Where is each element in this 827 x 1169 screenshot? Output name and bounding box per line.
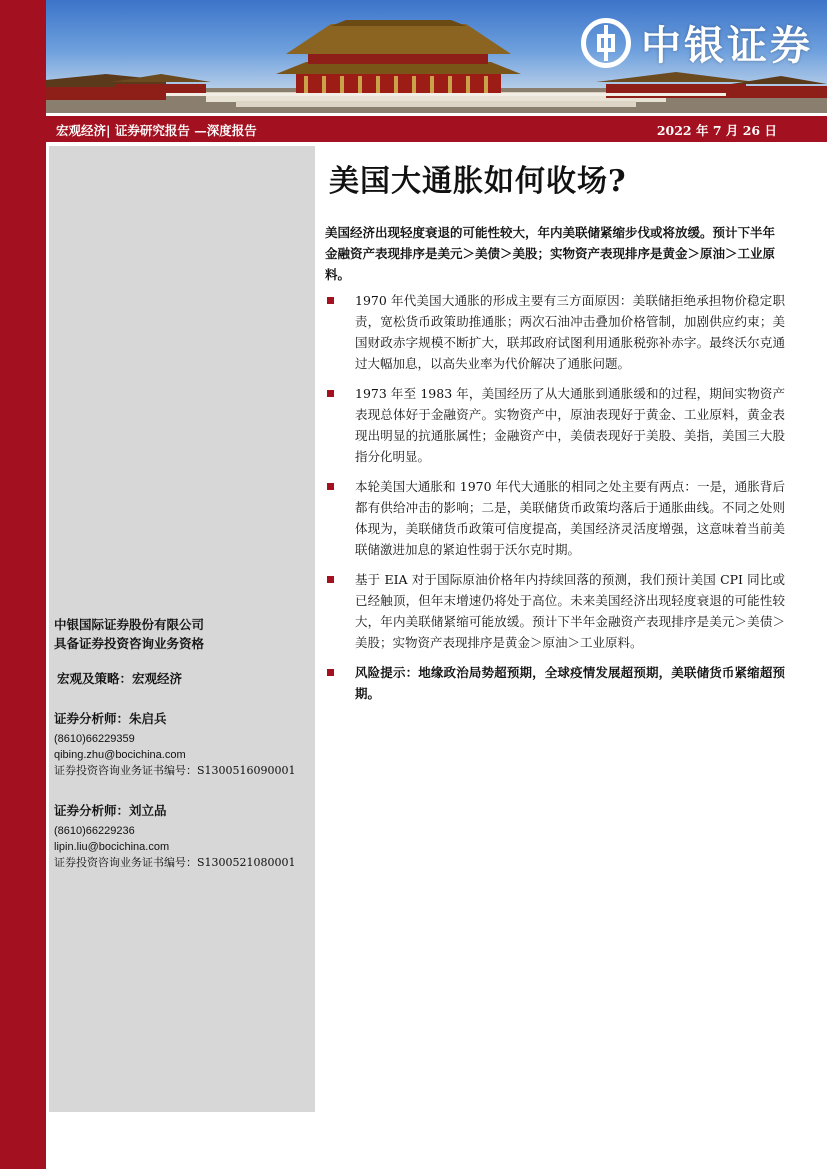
key-point bbox=[325, 569, 785, 653]
risk-warning bbox=[325, 662, 785, 704]
left-accent-bar bbox=[0, 0, 46, 1169]
analyst-license: 证券投资咨询业务证书编号：S1300516090001 bbox=[54, 764, 296, 777]
brand-logo bbox=[581, 14, 813, 71]
bullet-square-icon bbox=[327, 669, 334, 676]
company-name: 中银国际证券股份有限公司 bbox=[54, 617, 205, 632]
bullet-square-icon bbox=[327, 390, 334, 397]
bullet-square-icon bbox=[327, 297, 334, 304]
header-banner bbox=[46, 0, 827, 113]
analyst-email[interactable]: qibing.zhu@bocichina.com bbox=[54, 749, 186, 761]
risk-warning-text: 风险提示：地缘政治局势超预期，全球疫情发展超预期，美联储货币紧缩超预期。 bbox=[355, 665, 785, 701]
key-point bbox=[325, 383, 785, 467]
report-date: 2022 年 7 月 26 日 bbox=[656, 123, 777, 138]
bullet-square-icon bbox=[327, 483, 334, 490]
key-points-list bbox=[325, 290, 785, 713]
analyst-name: 证券分析师：刘立品 bbox=[54, 803, 167, 818]
boc-logo-icon bbox=[581, 18, 631, 68]
company-qualification: 具备证券投资咨询业务资格 bbox=[54, 636, 205, 651]
key-point-text: 本轮美国大通胀和 1970 年代大通胀的相同之处主要有两点：一是，通胀背后都有供给冲击的影响；二是，美联储货币政策均落后于通胀曲线。不同之处则体现为，美联储货币政策可信度提高，美国经济灵活度增强，这意味着当前美联储激进加息的紧迫性弱于沃尔克时期。 bbox=[355, 479, 785, 557]
analyst-card bbox=[54, 711, 296, 779]
analyst-email[interactable]: lipin.liu@bocichina.com bbox=[54, 841, 170, 853]
key-point bbox=[325, 476, 785, 560]
analyst-license: 证券投资咨询业务证书编号：S1300521080001 bbox=[54, 856, 296, 869]
key-point bbox=[325, 290, 785, 374]
brand-name: 中银证券 bbox=[641, 22, 813, 69]
report-header-bar bbox=[46, 116, 827, 142]
analyst-phone: (8610)66229359 bbox=[54, 733, 135, 745]
report-category: 宏观经济| 证券研究报告 —深度报告 bbox=[56, 123, 257, 138]
key-point-text: 1970 年代美国大通胀的形成主要有三方面原因：美联储拒绝承担物价稳定职责，宽松货币政策助推通胀；两次石油冲击叠加价格管制，加剧供应约束；美国财政赤字规模不断扩大，联邦政府试图利用通胀税弥补赤字。最终沃尔克通过大幅加息，以高失业率为代价解决了通胀问题。 bbox=[355, 293, 785, 371]
report-summary: 美国经济出现轻度衰退的可能性较大，年内美联储紧缩步伐或将放缓。预计下半年金融资产表现排序是美元＞美债＞美股；实物资产表现排序是黄金＞原油＞工业原料。 bbox=[325, 225, 776, 282]
strategy-label: 宏观及策略：宏观经济 bbox=[57, 671, 183, 686]
key-point-text: 1973 年至 1983 年，美国经历了从大通胀到通胀缓和的过程，期间实物资产表现总体好于金融资产。实物资产中，原油表现好于黄金、工业原料，黄金表现出明显的抗通胀属性；金融资产中，美债表现好于美股、美指，美国三大股指分化明显。 bbox=[355, 386, 785, 464]
analyst-card bbox=[54, 803, 296, 871]
bullet-square-icon bbox=[327, 576, 334, 583]
company-info bbox=[54, 615, 204, 653]
report-title: 美国大通胀如何收场? bbox=[329, 164, 627, 199]
key-point-text: 基于 EIA 对于国际原油价格年内持续回落的预测，我们预计美国 CPI 同比或已经触顶，但年末增速仍将处于高位。未来美国经济出现轻度衰退的可能性较大，年内美联储紧缩可能放缓。预计下半年金融资产表现排序是美元＞美债＞美股；实物资产表现排序是黄金＞原油＞工业原料。 bbox=[355, 572, 785, 650]
analyst-name: 证券分析师：朱启兵 bbox=[54, 711, 167, 726]
analyst-phone: (8610)66229236 bbox=[54, 825, 135, 837]
